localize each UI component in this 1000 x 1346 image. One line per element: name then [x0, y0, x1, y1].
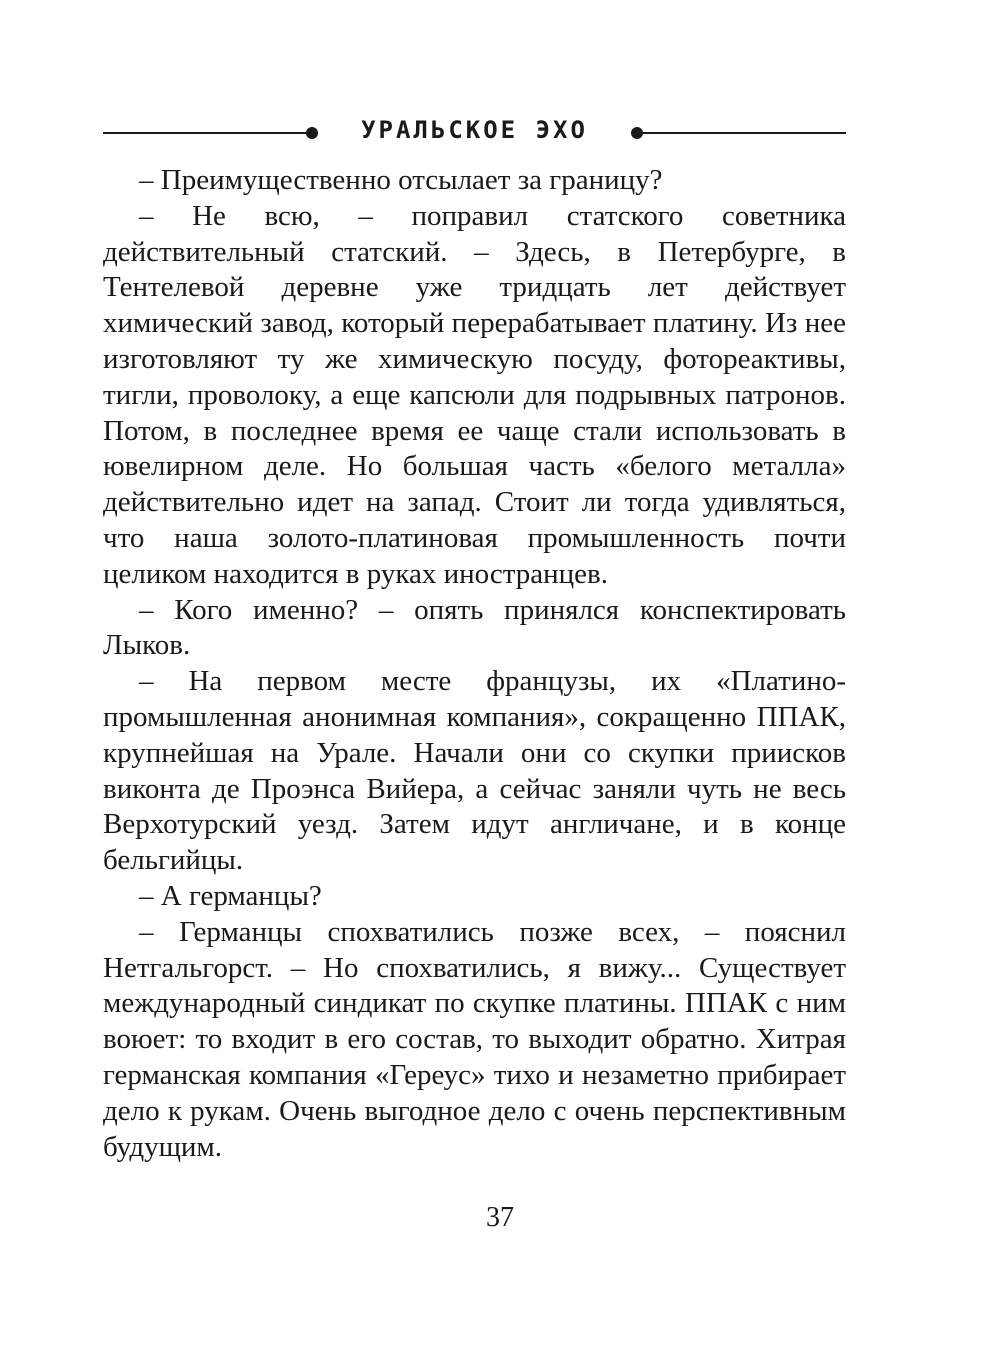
running-header: [103, 112, 846, 152]
header-rule-left: [103, 132, 308, 134]
paragraph: – Германцы спохватились позже всех, – пояснил Нетгальгорст. – Но спохватились, я вижу... Существует международный синдикат по скупке платины. ППАК с ним воюет: то входит в его состав, то выходит обратно. Хитрая германская компания «Гереус» тихо и незаметно прибирает дело к рукам. Очень выгодное дело с очень перспективным будущим.: [103, 915, 846, 1163]
header-rule-right: [641, 132, 846, 134]
header-dot-left: [306, 127, 318, 139]
paragraph: – Преимущественно отсылает за границу?: [139, 164, 663, 196]
paragraph: – На первом месте французы, их «Платино-промышленная анонимная компания», сокращенно ППАК, крупнейшая на Урале. Начали они со скупки приисков виконта де Проэнса Вийера, а сейчас заняли чуть не весь Верхотурский уезд. Затем идут англичане, и в конце бельгийцы.: [103, 665, 846, 877]
running-title: УРАЛЬСКОЕ ЭХО: [361, 116, 588, 144]
paragraph: – Не всю, – поправил статского советника действительный статский. – Здесь, в Петербурге, в Тентелевой деревне уже тридцать лет действует химический завод, который перерабатывает платину. Из нее изготовляют ту же химическую посуду, фотореактивы, тигли, проволоку, а еще капсюли для подрывных патронов. Потом, в последнее время ее чаще стали использовать в ювелирном деле. Но большая часть «белого металла» действительно идет на запад. Стоит ли тогда удивляться, что наша золото-платиновая промышленность почти целиком находится в руках иностранцев.: [103, 199, 846, 590]
body-text: [103, 163, 846, 1165]
paragraph: – Кого именно? – опять принялся конспектировать Лыков.: [103, 593, 846, 662]
page-number: 37: [486, 1202, 514, 1233]
paragraph: – А германцы?: [139, 879, 322, 912]
